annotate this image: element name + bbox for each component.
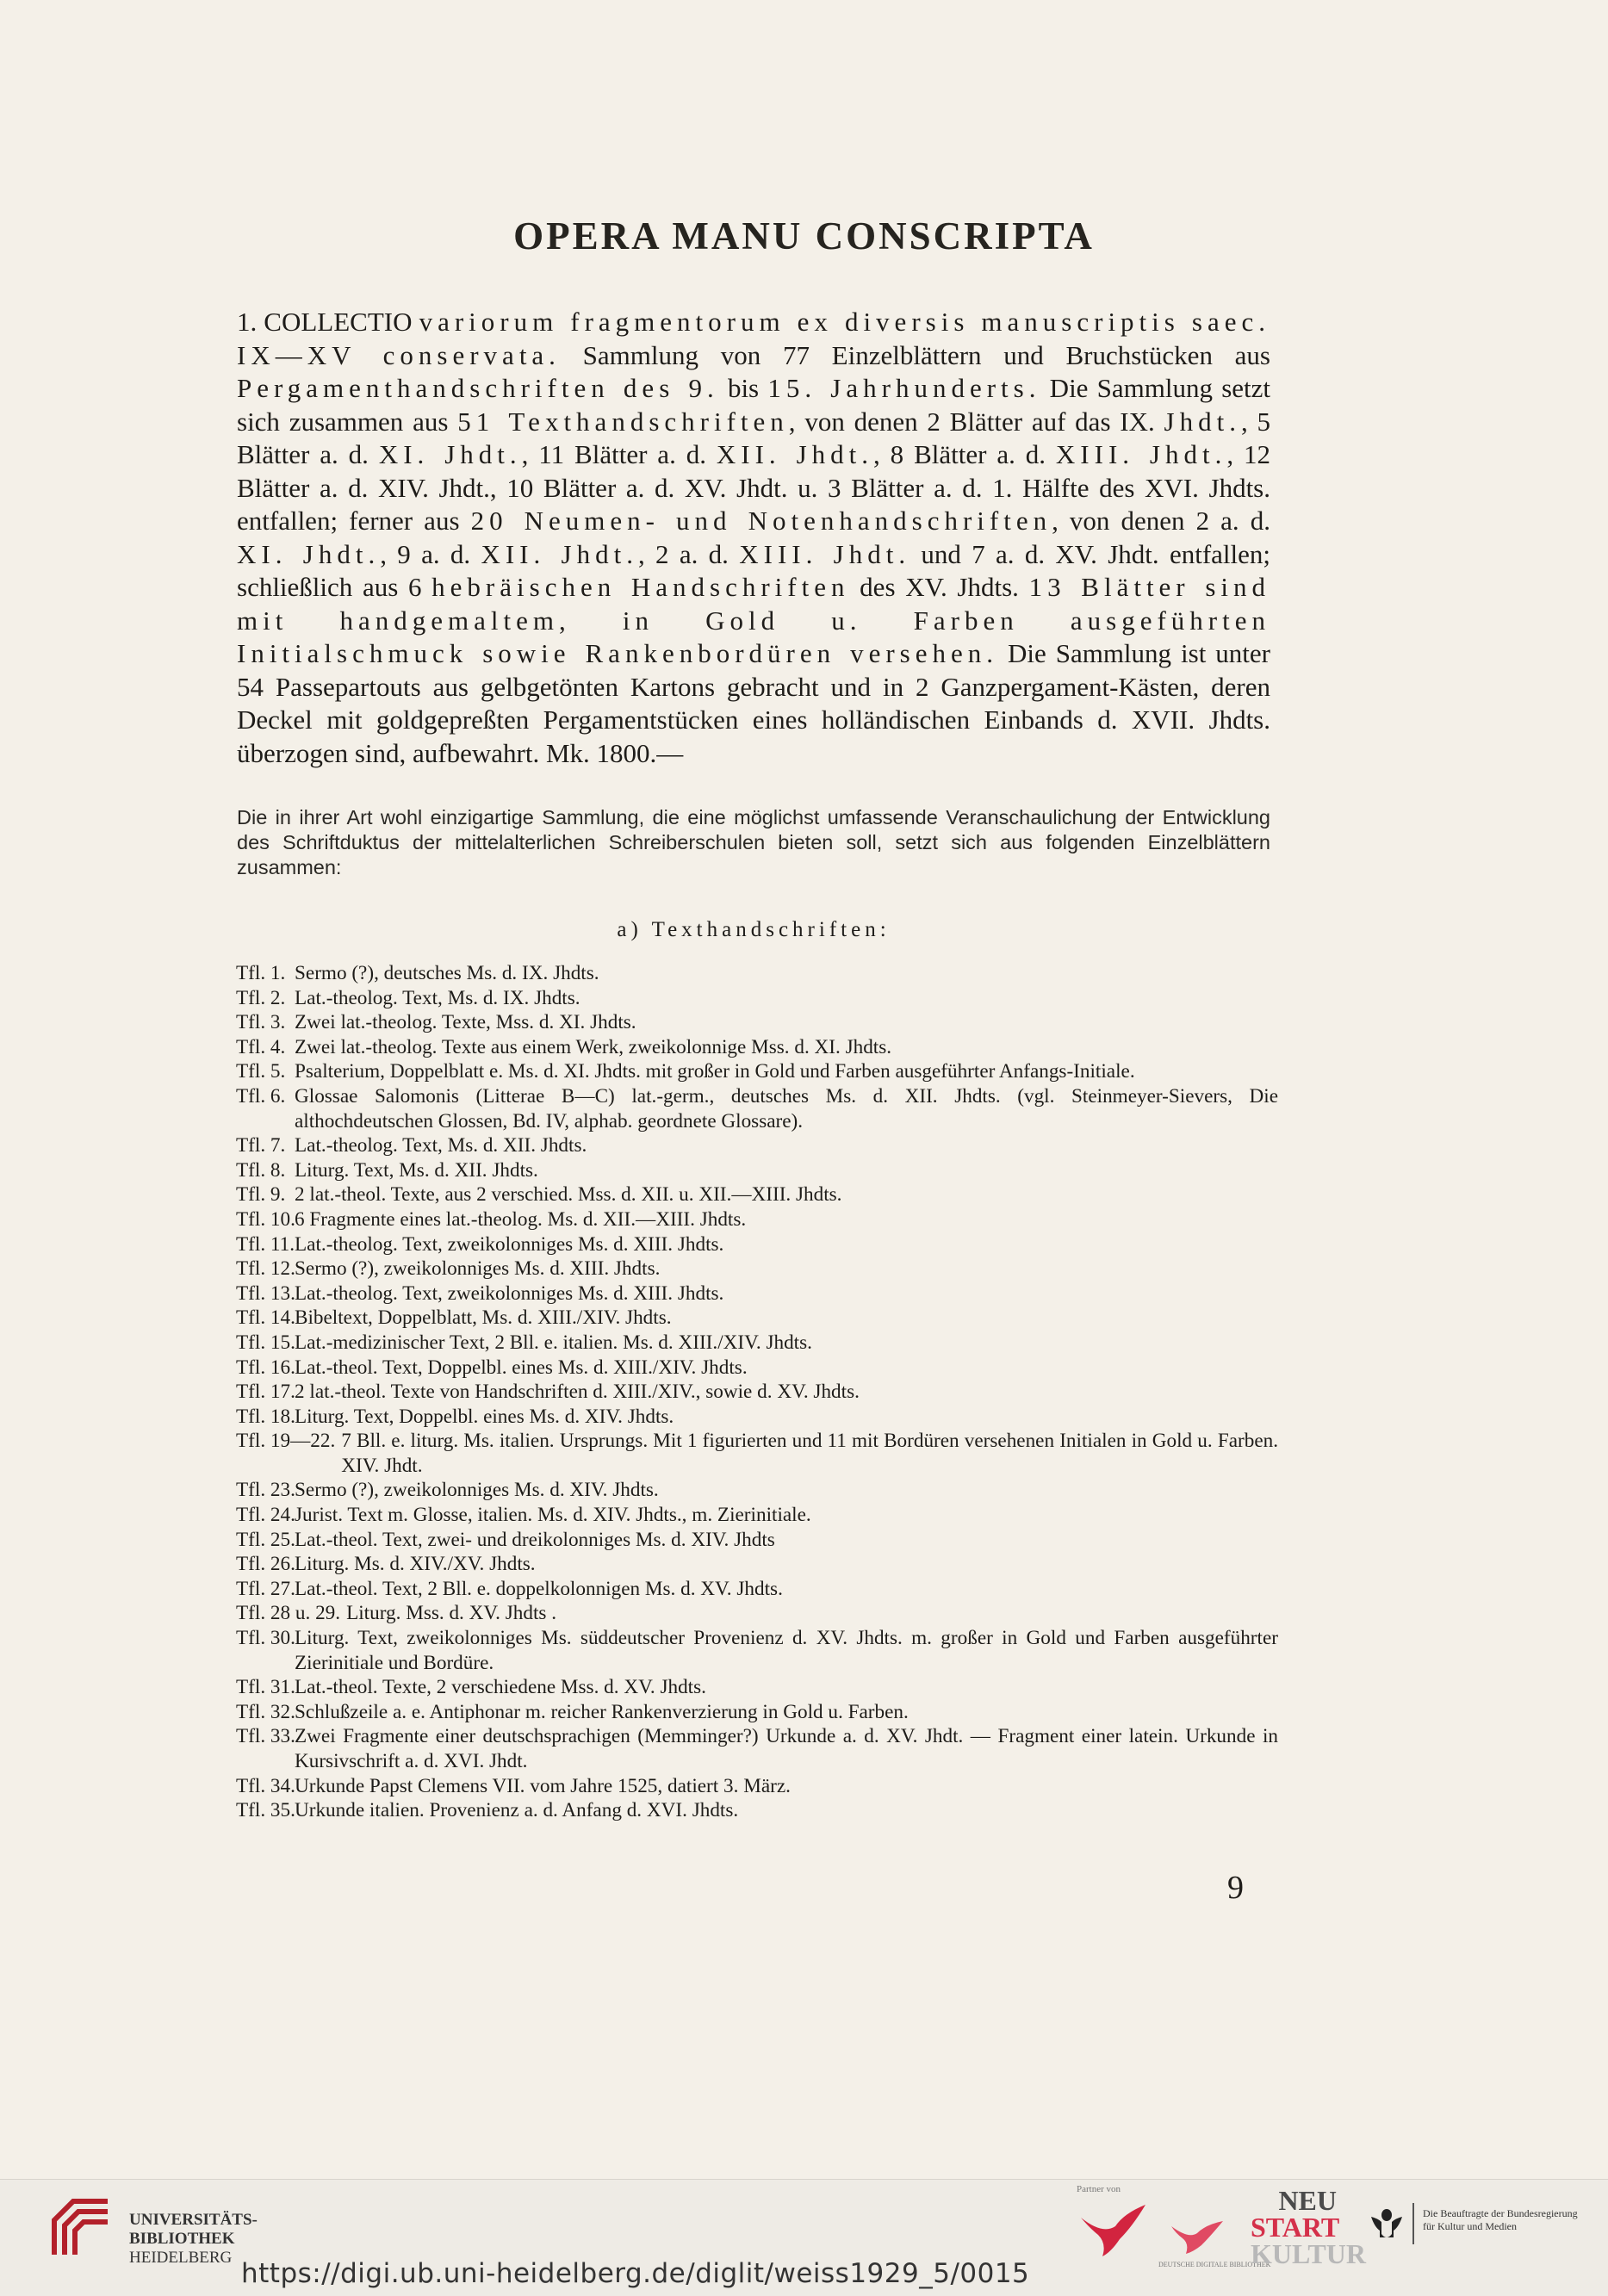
- plate-description: Urkunde italien. Provenienz a. d. Anfang d. XVI. Jhdts.: [295, 1799, 739, 1822]
- plate-label: Tfl. 6.: [236, 1084, 286, 1108]
- plate-description: Jurist. Text m. Glosse, italien. Ms. d. XIV. Jhdts., m. Zierinitiale.: [295, 1504, 811, 1527]
- plate-label: Tfl. 18.: [236, 1405, 295, 1428]
- plate-description: Zwei lat.-theolog. Texte aus einem Werk, zweikolonnige Mss. d. XI. Jhdts.: [295, 1035, 892, 1058]
- text-segment: Die Sammlung setzt sich zusammen aus: [237, 373, 1271, 437]
- plate-description: 6 Fragmente eines lat.-theolog. Ms. d. XII.—XIII. Jhdts.: [295, 1207, 747, 1231]
- plate-label: Tfl. 26.: [236, 1553, 295, 1576]
- plate-description: Lat.-theol. Text, 2 Bll. e. doppelkolonnigen Ms. d. XV. Jhdts.: [295, 1577, 783, 1600]
- spaced-text-segment: 20 Neumen- und Notenhandschriften: [470, 506, 1052, 536]
- plate-label: Tfl. 19—22.: [236, 1430, 336, 1453]
- plate-item: [236, 1405, 1278, 1430]
- text-segment: des XV. Jhdts.: [849, 572, 1029, 602]
- plate-label: Tfl. 30.: [236, 1627, 295, 1650]
- plate-label: Tfl. 15.: [236, 1331, 295, 1354]
- plate-item: [236, 1577, 1278, 1602]
- plate-item: [236, 1552, 1278, 1577]
- text-segment: , 5 Blätter a. d.: [237, 406, 1271, 469]
- bkm-divider: [1412, 2203, 1414, 2244]
- plate-item: [236, 1133, 1278, 1158]
- spaced-text-segment: XIII. Jhdt.: [1055, 439, 1227, 469]
- description-paragraph: Die in ihrer Art wohl einzigartige Sammlung, die eine möglichst umfassende Veranschaulichung der Entwicklung des Schriftduktus der mittelalterlichen Schreiberschulen bieten soll, setzt sich aus folgenden Einzelblättern zusammen:: [237, 806, 1270, 878]
- plate-label: Tfl. 32.: [236, 1700, 295, 1723]
- plate-item: [236, 1626, 1278, 1675]
- plate-label: Tfl. 31.: [236, 1676, 295, 1699]
- plate-item: [236, 1207, 1278, 1232]
- plate-description: Liturg. Text, Ms. d. XII. Jhdts.: [295, 1158, 538, 1182]
- plate-description: Lat.-theol. Text, Doppelbl. eines Ms. d. XIII./XIV. Jhdts.: [295, 1356, 748, 1379]
- page-url[interactable]: https://digi.ub.uni-heidelberg.de/diglit/weiss1929_5/0015: [241, 2258, 1030, 2289]
- ddb-bird-icon[interactable]: [1077, 2200, 1154, 2261]
- plate-item: [236, 1380, 1278, 1405]
- plate-label: Tfl. 28 u. 29.: [236, 1602, 341, 1625]
- plate-label: Tfl. 17.: [236, 1381, 295, 1404]
- plate-item: [236, 1182, 1278, 1207]
- federal-eagle-icon: [1369, 2205, 1404, 2243]
- plate-label: Tfl. 8.: [236, 1158, 286, 1182]
- plate-item: [236, 1478, 1278, 1503]
- library-name[interactable]: UNIVERSITÄTS- BIBLIOTHEK HEIDELBERG: [129, 2211, 258, 2267]
- text-segment: Sammlung von 77 Einzelblättern und Bruchstücken aus: [560, 339, 1270, 370]
- plate-label: Tfl. 14.: [236, 1306, 295, 1330]
- plate-label: Tfl. 10.: [236, 1207, 295, 1231]
- plate-description: Liturg. Ms. d. XIV./XV. Jhdts.: [295, 1553, 536, 1576]
- plate-item: [236, 1356, 1278, 1381]
- spaced-text-segment: 13 Blätter sind mit handgemaltem, in Gold u. Farben ausgeführten Initialschmuck sowie Rankenbordüren versehen.: [237, 572, 1270, 668]
- plate-label: Tfl. 34.: [236, 1774, 295, 1797]
- text-segment: bis: [718, 373, 768, 403]
- text-segment: , 11 Blätter a. d.: [521, 439, 717, 469]
- plate-item: [236, 1306, 1278, 1331]
- plate-description: Lat.-theolog. Text, Ms. d. IX. Jhdts.: [295, 986, 580, 1009]
- plate-label: Tfl. 27.: [236, 1577, 295, 1600]
- plate-label: Tfl. 1.: [236, 962, 286, 984]
- spaced-text-segment: 15. Jahrhunderts.: [767, 373, 1041, 403]
- plate-description: Zwei Fragmente einer deutschsprachigen (Memminger?) Urkunde a. d. XV. Jhdt. — Fragment einer latein. Urkunde in Kursivschrift a. d. XVI. Jhdt.: [295, 1725, 1278, 1772]
- plate-label: Tfl. 11.: [236, 1232, 295, 1256]
- plate-label: Tfl. 35.: [236, 1799, 295, 1822]
- spaced-text-segment: 51 Texthandschriften: [457, 406, 789, 437]
- plate-description: Lat.-theolog. Text, zweikolonniges Ms. d. XIII. Jhdts.: [295, 1281, 724, 1305]
- text-segment: , 12 Blätter a. d. XIV. Jhdt., 10 Blätter a. d. XV. Jhdt. u. 3 Blätter a. d. 1. Hälfte des XVI. Jhdts. entfallen; ferner aus: [237, 439, 1271, 536]
- plate-label: Tfl. 9.: [236, 1183, 286, 1207]
- plate-label: Tfl. 12.: [236, 1257, 295, 1281]
- plate-item: [236, 1232, 1278, 1257]
- plate-item: [236, 1601, 1278, 1626]
- text-segment: , 2 a. d.: [637, 538, 740, 569]
- plate-description: Liturg. Text, zweikolonniges Ms. süddeutscher Provenienz d. XV. Jhdts. m. großer in Gold und Farben ausgeführter Zierinitiale und Bordüre.: [295, 1627, 1278, 1674]
- plate-description: 2 lat.-theol. Texte von Handschriften d. XIII./XIV., sowie d. XV. Jhdts.: [295, 1381, 860, 1404]
- plate-item: [236, 1010, 1278, 1035]
- text-segment: , von denen 2 a. d.: [1052, 506, 1270, 536]
- text-segment: , von denen 2 Blätter auf das IX.: [788, 406, 1164, 437]
- plate-description: Urkunde Papst Clemens VII. vom Jahre 1525, datiert 3. März.: [295, 1774, 791, 1797]
- partner-label: Partner von: [1077, 2184, 1121, 2194]
- plate-item: [236, 1257, 1278, 1281]
- spaced-text-segment: Jhdt.: [1164, 406, 1241, 437]
- plate-description: 2 lat.-theol. Texte, aus 2 verschied. Mss. d. XII. u. XII.—XIII. Jhdts.: [295, 1183, 842, 1207]
- ddb-label: DEUTSCHE DIGITALE BIBLIOTHEK: [1158, 2261, 1271, 2268]
- spaced-text-segment: variorum fragmentorum ex diversis manuscriptis saec. IX—XV conservata.: [237, 307, 1270, 370]
- plate-description: Liturg. Text, Doppelbl. eines Ms. d. XIV. Jhdts.: [295, 1405, 674, 1428]
- text-segment: , 8 Blätter a. d.: [873, 439, 1056, 469]
- plate-item: [236, 1798, 1278, 1823]
- spaced-text-segment: Pergamenthandschriften des 9.: [237, 373, 719, 403]
- plate-item: [236, 1774, 1278, 1799]
- plate-description: Zwei lat.-theolog. Texte, Mss. d. XI. Jhdts.: [295, 1011, 636, 1034]
- ub-heidelberg-logo-icon[interactable]: [47, 2194, 115, 2262]
- spaced-text-segment: XII. Jhdt.: [716, 439, 874, 469]
- plate-item: [236, 1675, 1278, 1700]
- plate-item: [236, 1158, 1278, 1183]
- plate-item: [236, 1528, 1278, 1553]
- section-subheading: a) Texthandschriften:: [617, 918, 891, 941]
- text-segment: und 7 a. d. XV. Jhdt. entfallen; schließlich aus 6: [237, 538, 1270, 602]
- plate-item: [236, 1035, 1278, 1060]
- neustart-kultur-logo[interactable]: NEU START KULTUR: [1251, 2185, 1366, 2269]
- plate-label: Tfl. 33.: [236, 1725, 295, 1748]
- spaced-text-segment: hebräischen Handschriften: [431, 572, 850, 602]
- plate-item: [236, 1429, 1278, 1478]
- main-entry-paragraph: [237, 306, 1270, 770]
- plate-label: Tfl. 7.: [236, 1134, 286, 1157]
- page-number: 9: [1227, 1870, 1244, 1906]
- plate-item: [236, 1084, 1278, 1133]
- plate-list: [236, 961, 1278, 1823]
- plate-label: Tfl. 24.: [236, 1504, 295, 1527]
- plate-description: Sermo (?), deutsches Ms. d. IX. Jhdts.: [295, 962, 599, 984]
- plate-description: Psalterium, Doppelblatt e. Ms. d. XI. Jhdts. mit großer in Gold und Farben ausgeführter Anfangs-Initiale.: [295, 1060, 1135, 1083]
- plate-item: [236, 1331, 1278, 1356]
- plate-label: Tfl. 3.: [236, 1011, 286, 1034]
- text-segment: 1. COLLECTIO: [237, 307, 419, 337]
- bkm-label[interactable]: Die Beauftragte der Bundesregierung für Kultur und Medien: [1423, 2207, 1578, 2232]
- plate-label: Tfl. 16.: [236, 1356, 295, 1379]
- plate-item: [236, 1503, 1278, 1528]
- plate-description: Sermo (?), zweikolonniges Ms. d. XIII. Jhdts.: [295, 1257, 661, 1281]
- spaced-text-segment: XI. Jhdt.: [237, 538, 381, 569]
- spaced-text-segment: XII. Jhdt.: [481, 538, 638, 569]
- plate-description: Lat.-theol. Texte, 2 verschiedene Mss. d. XV. Jhdts.: [295, 1676, 706, 1699]
- page-title: OPERA MANU CONSCRIPTA: [513, 214, 1095, 258]
- spaced-text-segment: XIII. Jhdt.: [739, 538, 911, 569]
- plate-label: Tfl. 25.: [236, 1528, 295, 1551]
- plate-description: Glossae Salomonis (Litterae B—C) lat.-germ., deutsches Ms. d. XII. Jhdts. (vgl. Steinmeyer-Sievers, Die althochdeutschen Glossen, Bd. IV, alphab. geordnete Glossare).: [295, 1084, 1278, 1132]
- plate-item: [236, 1700, 1278, 1725]
- plate-label: Tfl. 5.: [236, 1060, 286, 1083]
- plate-label: Tfl. 2.: [236, 986, 286, 1009]
- plate-description: Lat.-theolog. Text, zweikolonniges Ms. d. XIII. Jhdts.: [295, 1232, 724, 1256]
- plate-description: Bibeltext, Doppelblatt, Ms. d. XIII./XIV. Jhdts.: [295, 1306, 672, 1330]
- plate-item: [236, 1059, 1278, 1084]
- text-segment: Die Sammlung ist unter 54 Passepartouts aus gelbgetönten Kartons gebracht und in 2 Ganzpergament-Kästen, deren Deckel mit goldgepreßten Pergamentstücken eines holländischen Einbands d. XVII. Jhdts. überzogen sind, aufbewahrt. Mk. 1800.—: [237, 638, 1270, 768]
- text-segment: , 9 a. d.: [380, 538, 481, 569]
- spaced-text-segment: XI. Jhdt.: [378, 439, 522, 469]
- plate-description: Lat.-theol. Text, zwei- und dreikolonniges Ms. d. XIV. Jhdts: [295, 1528, 775, 1551]
- plate-description: Lat.-medizinischer Text, 2 Bll. e. italien. Ms. d. XIII./XIV. Jhdts.: [295, 1331, 812, 1354]
- plate-description: Schlußzeile a. e. Antiphonar m. reicher Rankenverzierung in Gold u. Farben.: [295, 1700, 909, 1723]
- plate-label: Tfl. 4.: [236, 1035, 286, 1058]
- plate-label: Tfl. 13.: [236, 1281, 295, 1305]
- plate-item: [236, 1724, 1278, 1773]
- plate-item: [236, 961, 1278, 986]
- plate-description: Lat.-theolog. Text, Ms. d. XII. Jhdts.: [295, 1134, 587, 1157]
- plate-label: Tfl. 23.: [236, 1479, 295, 1502]
- plate-description: Liturg. Mss. d. XV. Jhdts .: [346, 1602, 557, 1625]
- plate-item: [236, 986, 1278, 1011]
- ddb-small-bird-icon: [1167, 2218, 1227, 2256]
- plate-description: Sermo (?), zweikolonniges Ms. d. XIV. Jhdts.: [295, 1479, 659, 1502]
- plate-description: 7 Bll. e. liturg. Ms. italien. Ursprungs. Mit 1 figurierten und 11 mit Bordüren versehenen Initialen in Gold u. Farben. XIV. Jhdt.: [341, 1430, 1278, 1477]
- plate-item: [236, 1281, 1278, 1306]
